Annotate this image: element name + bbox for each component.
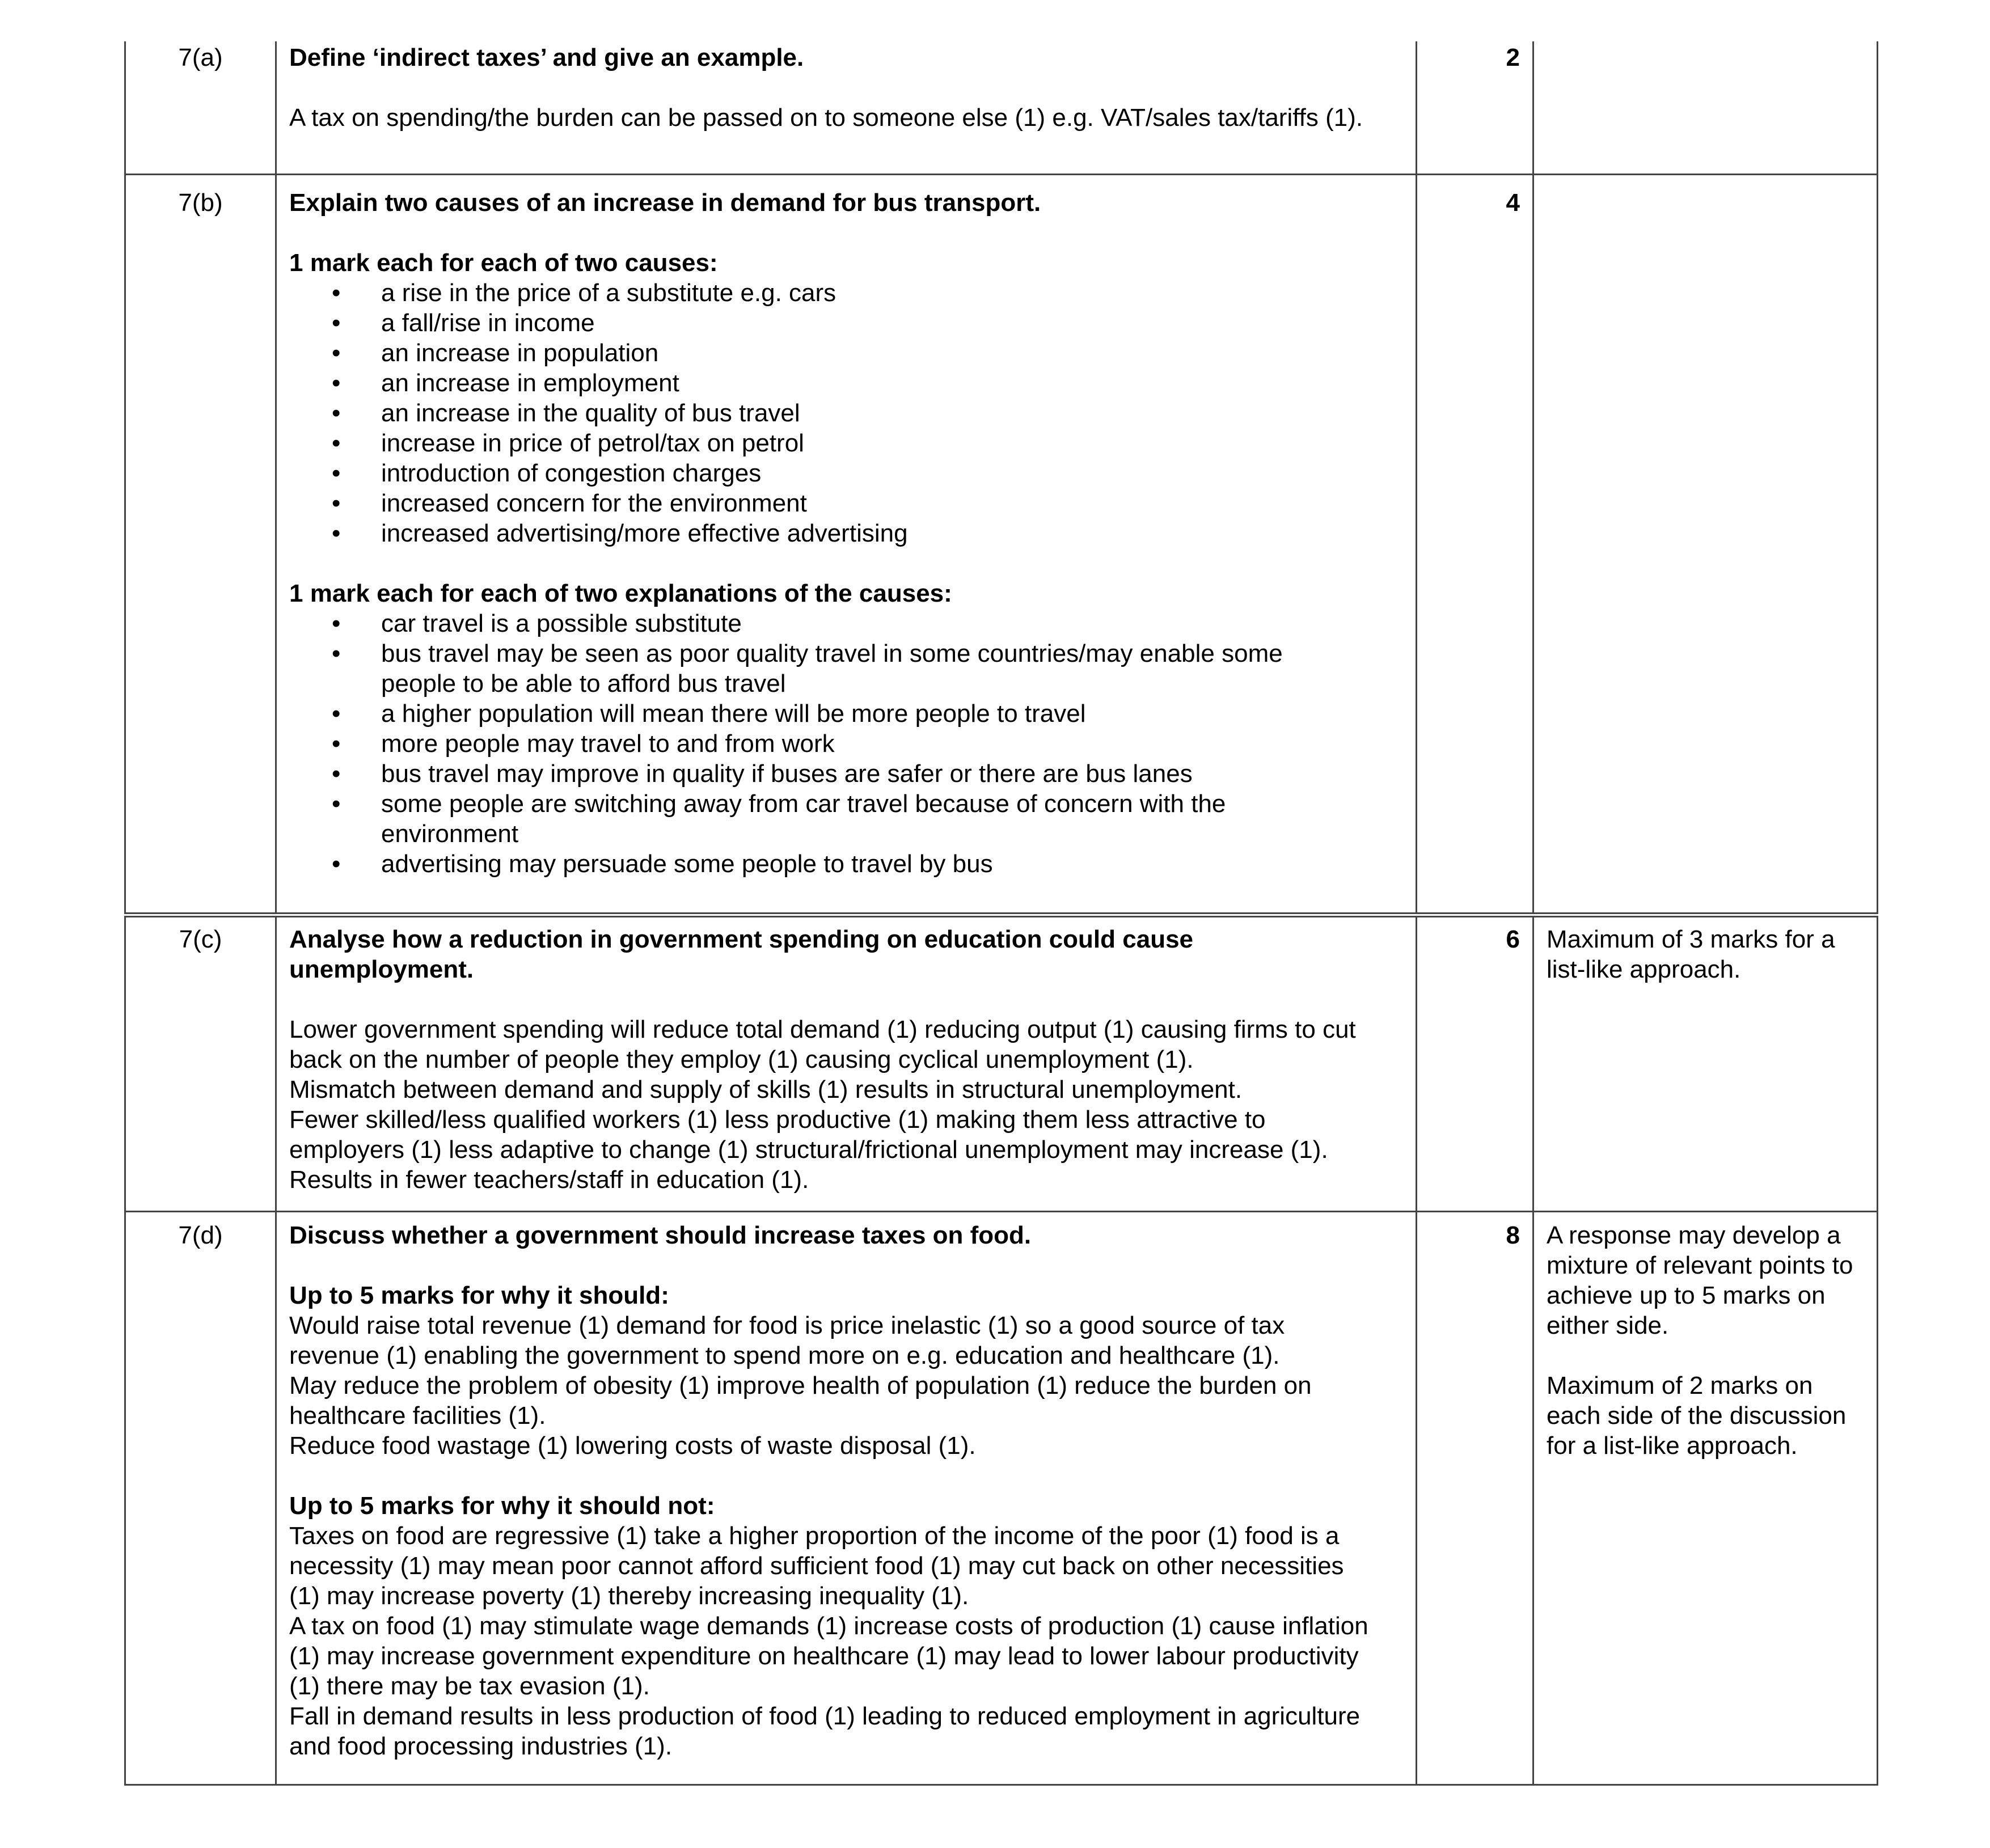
mark-scheme-table bbox=[124, 41, 1878, 1786]
list-item: • bus travel may be seen as poor quality travel in some countries/may enable some people to be able to afford bus travel bbox=[381, 638, 1352, 699]
causes-heading: 1 mark each for each of two causes: bbox=[289, 249, 718, 277]
question-row-7a bbox=[125, 41, 1878, 175]
question-row-7b bbox=[125, 175, 1878, 915]
list-item: • introduction of congestion charges bbox=[381, 458, 1403, 488]
answer-cell bbox=[276, 915, 1417, 1212]
marks-cell bbox=[1417, 175, 1533, 915]
question-row-7d bbox=[125, 1212, 1878, 1785]
marks-cell bbox=[1417, 915, 1533, 1212]
explanations-heading: 1 mark each for each of two explanations of the causes: bbox=[289, 580, 952, 607]
question-number-cell bbox=[125, 175, 276, 915]
question-number-cell bbox=[125, 915, 276, 1212]
question-number: 7(d) bbox=[178, 1221, 223, 1249]
guidance-cell bbox=[1533, 41, 1878, 175]
guidance-text: Maximum of 2 marks on each side of the discussion for a list-like approach. bbox=[1547, 1372, 1847, 1460]
answer-line: A tax on food (1) may stimulate wage demands (1) increase costs of production (1) cause inflation (1) may increase government expenditure on healthcare (1) may lead to lower labour productivity (1) there may be tax evasion (1). bbox=[289, 1612, 1368, 1700]
answer-text: A tax on spending/the burden can be passed on to someone else (1) e.g. VAT/sales tax/tariffs (1). bbox=[289, 104, 1363, 132]
answer-cell bbox=[276, 41, 1417, 175]
answer-cell bbox=[276, 175, 1417, 915]
question-prompt: Discuss whether a government should increase taxes on food. bbox=[289, 1221, 1032, 1249]
list-item: • increase in price of petrol/tax on petrol bbox=[381, 428, 1403, 458]
should-heading: Up to 5 marks for why it should: bbox=[289, 1282, 669, 1309]
list-item: • a rise in the price of a substitute e.g. cars bbox=[381, 278, 1403, 308]
answer-line: Would raise total revenue (1) demand for food is price inelastic (1) so a good source of tax revenue (1) enabling the government to spend more on e.g. education and healthcare (1). bbox=[289, 1312, 1285, 1369]
list-item: • a fall/rise in income bbox=[381, 308, 1403, 338]
answer-line: Reduce food wastage (1) lowering costs of waste disposal (1). bbox=[289, 1432, 976, 1460]
answer-line: Lower government spending will reduce total demand (1) reducing output (1) causing firms to cut back on the number of people they employ (1) causing cyclical unemployment (1). bbox=[289, 1016, 1356, 1073]
list-item: • increased concern for the environment bbox=[381, 488, 1403, 518]
causes-list bbox=[289, 278, 1403, 548]
list-item: • a higher population will mean there will be more people to travel bbox=[381, 699, 1352, 729]
guidance-cell bbox=[1533, 175, 1878, 915]
marks-cell bbox=[1417, 41, 1533, 175]
question-prompt: Define ‘indirect taxes’ and give an example. bbox=[289, 44, 804, 71]
list-item: • increased advertising/more effective advertising bbox=[381, 518, 1403, 548]
list-item: • advertising may persuade some people to travel by bus bbox=[381, 849, 1352, 879]
answer-line: May reduce the problem of obesity (1) improve health of population (1) reduce the burden on healthcare facilities (1). bbox=[289, 1372, 1312, 1430]
should-not-heading: Up to 5 marks for why it should not: bbox=[289, 1492, 715, 1520]
guidance-cell bbox=[1533, 915, 1878, 1212]
question-number-cell bbox=[125, 1212, 276, 1785]
marks-value: 4 bbox=[1506, 189, 1520, 217]
answer-line: Mismatch between demand and supply of skills (1) results in structural unemployment. bbox=[289, 1076, 1243, 1103]
answer-line: Results in fewer teachers/staff in education (1). bbox=[289, 1166, 809, 1194]
list-item: • more people may travel to and from work bbox=[381, 729, 1352, 759]
list-item: • an increase in the quality of bus travel bbox=[381, 398, 1403, 428]
question-number: 7(b) bbox=[178, 189, 223, 217]
guidance-text: Maximum of 3 marks for a list-like approach. bbox=[1547, 925, 1835, 983]
list-item: • bus travel may improve in quality if buses are safer or there are bus lanes bbox=[381, 759, 1352, 789]
marks-value: 6 bbox=[1506, 925, 1520, 953]
list-item: • an increase in population bbox=[381, 338, 1403, 368]
question-number-cell bbox=[125, 41, 276, 175]
list-item: • some people are switching away from car travel because of concern with the environment bbox=[381, 789, 1352, 849]
marks-value: 8 bbox=[1506, 1221, 1520, 1249]
guidance-text: A response may develop a mixture of relevant points to achieve up to 5 marks on either side. bbox=[1547, 1221, 1853, 1339]
list-item: • an increase in employment bbox=[381, 368, 1403, 398]
question-number: 7(a) bbox=[178, 44, 223, 71]
answer-cell bbox=[276, 1212, 1417, 1785]
guidance-cell bbox=[1533, 1212, 1878, 1785]
question-row-7c bbox=[125, 915, 1878, 1212]
marks-value: 2 bbox=[1506, 44, 1520, 71]
question-number: 7(c) bbox=[179, 925, 222, 953]
question-prompt: Analyse how a reduction in government spending on education could cause unemployment. bbox=[289, 925, 1194, 983]
marks-cell bbox=[1417, 1212, 1533, 1785]
answer-line: Taxes on food are regressive (1) take a higher proportion of the income of the poor (1) food is a necessity (1) may mean poor cannot afford sufficient food (1) may cut back on other necessities (1) may increase poverty (1) thereby increasing inequality (1). bbox=[289, 1522, 1344, 1610]
answer-line: Fall in demand results in less production of food (1) leading to reduced employment in agriculture and food processing industries (1). bbox=[289, 1702, 1361, 1760]
explanations-list bbox=[289, 608, 1403, 879]
list-item: • car travel is a possible substitute bbox=[381, 608, 1352, 638]
answer-line: Fewer skilled/less qualified workers (1) less productive (1) making them less attractive to employers (1) less adaptive to change (1) structural/frictional unemployment may increase (1). bbox=[289, 1106, 1328, 1164]
question-prompt: Explain two causes of an increase in demand for bus transport. bbox=[289, 189, 1041, 217]
